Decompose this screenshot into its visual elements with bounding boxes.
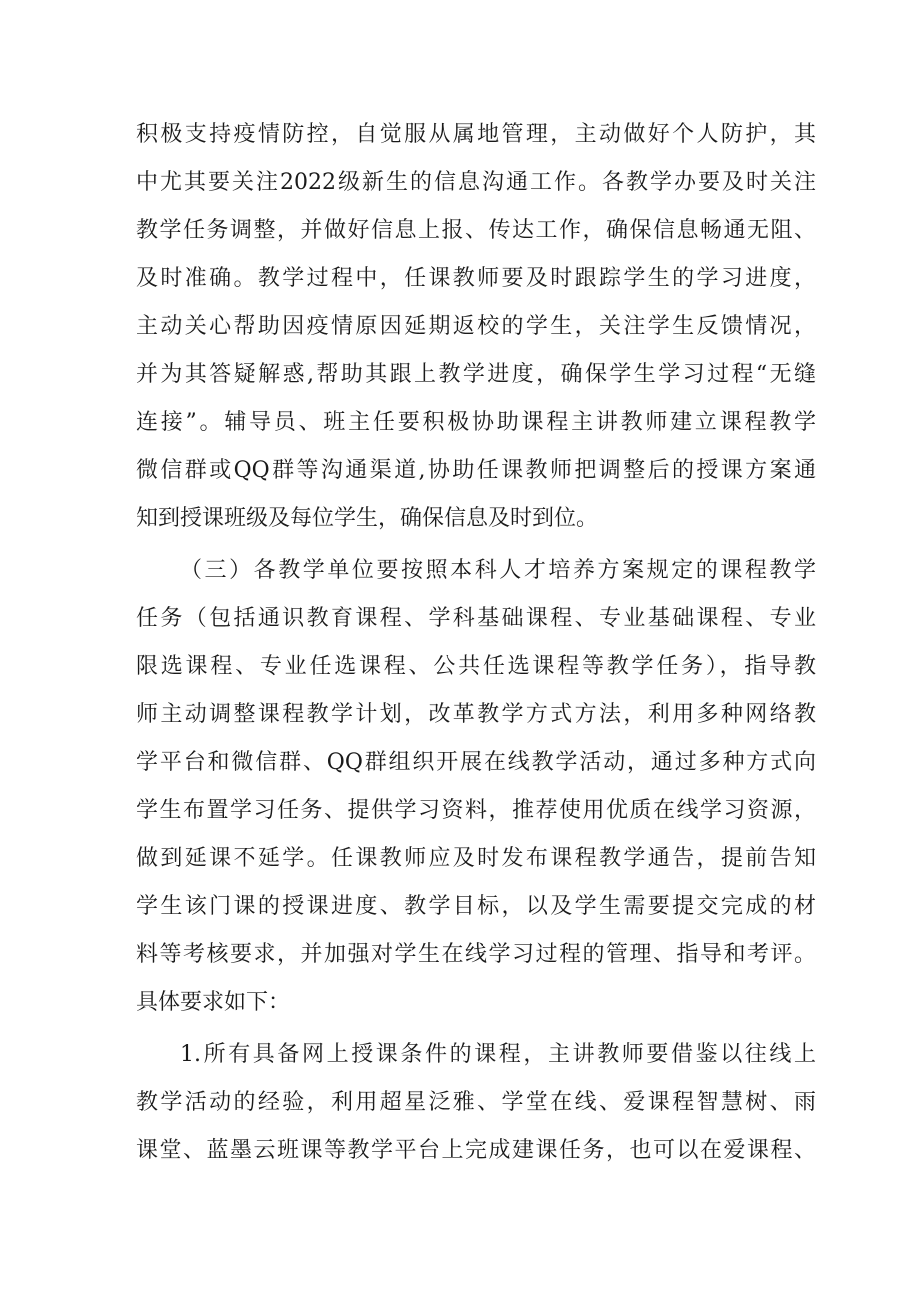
- text-line: 任务（包括通识教育课程、学科基础课程、专业基础课程、专业: [136, 606, 816, 631]
- text-line: 限选课程、专业任选课程、公共任选课程等教学任务），指导教: [136, 654, 816, 679]
- text-line: 教学活动的经验，利用超星泛雅、学堂在线、爱课程智慧树、雨: [136, 1090, 816, 1115]
- text-line: 学生布置学习任务、提供学习资料，推荐使用优质在线学习资源，: [136, 798, 816, 823]
- text-line: 学平台和微信群、QQ群组织开展在线教学活动，通过多种方式向: [136, 750, 816, 775]
- text-line: 师主动调整课程教学计划，改革教学方式方法，利用多种网络教: [136, 702, 816, 727]
- text-line: 做到延课不延学。任课教师应及时发布课程教学通告，提前告知: [136, 846, 816, 871]
- text-line: 中尤其要关注2022级新生的信息沟通工作。各教学办要及时关注: [136, 170, 816, 195]
- text-line: 学生该门课的授课进度、教学目标，以及学生需要提交完成的材: [136, 894, 816, 919]
- text-line: 积极支持疫情防控，自觉服从属地管理，主动做好个人防护，其: [136, 122, 816, 147]
- paragraph-end-line: 具体要求如下：: [136, 990, 291, 1015]
- section-heading-line: （三）各教学单位要按照本科人才培养方案规定的课程教学: [180, 558, 816, 583]
- list-item-line: 1.所有具备网上授课条件的课程，主讲教师要借鉴以往线上: [180, 1042, 816, 1067]
- paragraph-end-line: 知到授课班级及每位学生，确保信息及时到位。: [136, 506, 599, 531]
- text-line: 微信群或QQ群等沟通渠道,协助任课教师把调整后的授课方案通: [136, 458, 816, 483]
- text-line: 及时准确。教学过程中，任课教师要及时跟踪学生的学习进度，: [136, 266, 816, 291]
- text-line: 并为其答疑解惑,帮助其跟上教学进度，确保学生学习过程“无缝: [136, 362, 816, 387]
- text-line: 主动关心帮助因疫情原因延期返校的学生，关注学生反馈情况，: [136, 314, 816, 339]
- text-line: 教学任务调整，并做好信息上报、传达工作，确保信息畅通无阻、: [136, 218, 816, 243]
- text-line: 课堂、蓝墨云班课等教学平台上完成建课任务，也可以在爱课程、: [136, 1138, 816, 1163]
- text-line: 连接”。辅导员、班主任要积极协助课程主讲教师建立课程教学: [136, 410, 816, 435]
- text-line: 料等考核要求，并加强对学生在线学习过程的管理、指导和考评。: [136, 942, 816, 967]
